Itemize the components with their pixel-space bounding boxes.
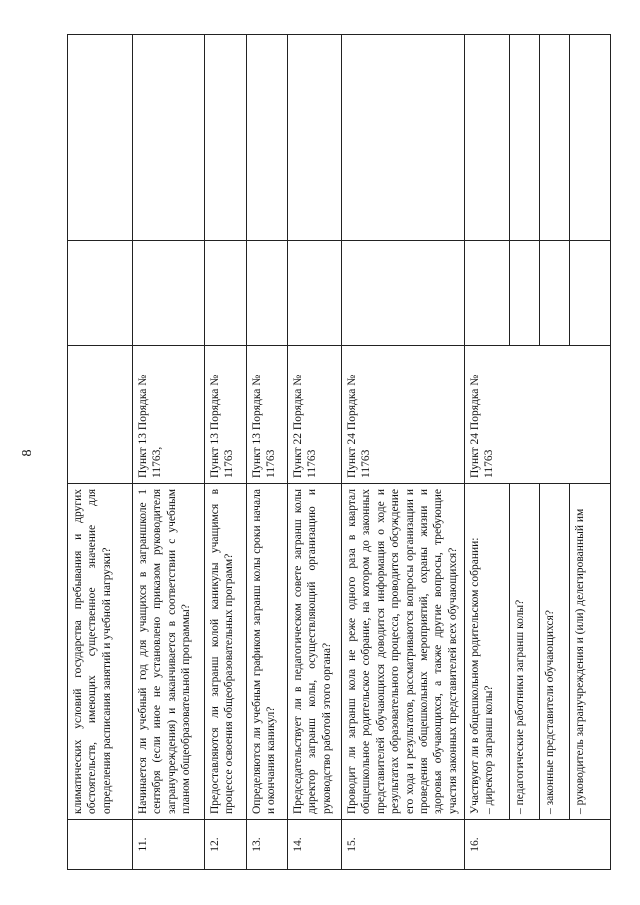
row-number: [68, 820, 133, 870]
empty-cell: [205, 35, 247, 241]
empty-cell: [342, 241, 465, 346]
empty-cell: [540, 241, 570, 346]
reference-text: Пункт 22 Порядка № 11763: [288, 346, 342, 484]
sub-question-text: – законные представители обучающихся?: [540, 484, 570, 820]
empty-cell: [465, 35, 510, 241]
empty-cell: [570, 35, 611, 241]
table-row: [205, 35, 247, 870]
question-text: Предоставляются ли загранш колой каникулы учащимся в процессе освоения общеобразовательных программ?: [205, 484, 247, 820]
reference-text: Пункт 13 Порядка № 11763: [205, 346, 247, 484]
row-number: 15.: [342, 820, 465, 870]
table-row: [465, 35, 510, 870]
question-text: Председательствует ли в педагогическом совете загранш колы директор загранш колы, осуществляющий организацию и руководство работой этого органа?: [288, 484, 342, 820]
row-number: 13.: [247, 820, 288, 870]
empty-cell: [205, 241, 247, 346]
table-row: [342, 35, 465, 870]
empty-cell: [133, 35, 205, 241]
row-number: 12.: [205, 820, 247, 870]
question-text: Начинается ли учебный год для учащихся в заграншколе 1 сентября (если иное не установлено приказом руководителя загранучреждения) и заканчивается в соответствии с учебным планом общеобразовательной программы?: [133, 484, 205, 820]
table-row: [247, 35, 288, 870]
empty-cell: [342, 35, 465, 241]
reference-text: Пункт 24 Порядка № 11763: [465, 346, 611, 484]
empty-cell: [68, 241, 133, 346]
question-text: Участвуют ли в общешкольном родительском собрании:: [469, 537, 481, 814]
empty-cell: [68, 35, 133, 241]
checklist-table: [67, 34, 611, 870]
reference-text: Пункт 24 Порядка № 11763: [342, 346, 465, 484]
sub-question-text: – директор загранш колы?: [483, 685, 496, 814]
reference-text: [68, 346, 133, 484]
empty-cell: [540, 35, 570, 241]
table-row: [288, 35, 342, 870]
table-row: [68, 35, 133, 870]
row-number: 16.: [465, 820, 611, 870]
row-number: 14.: [288, 820, 342, 870]
table-row: [133, 35, 205, 870]
empty-cell: [247, 241, 288, 346]
question-text: Определяются ли учебным графиком загранш колы сроки начала и окончания каникул?: [247, 484, 288, 820]
empty-cell: [510, 241, 540, 346]
row-number: 11.: [133, 820, 205, 870]
reference-text: Пункт 13 Порядка № 11763,: [133, 346, 205, 484]
sub-question-text: – руководитель загранучреждения и (или) делегированный им: [570, 484, 611, 820]
empty-cell: [288, 241, 342, 346]
empty-cell: [510, 35, 540, 241]
empty-cell: [465, 241, 510, 346]
sub-question-text: – педагогические работники загранш колы?: [510, 484, 540, 820]
empty-cell: [570, 241, 611, 346]
page-number: 8: [20, 449, 35, 457]
empty-cell: [247, 35, 288, 241]
empty-cell: [288, 35, 342, 241]
question-text: Проводит ли загранш кола не реже одного раза в квартал общешкольное родительское собрание, на котором до законных представителей обучающихся доводится информация о ходе и результатах образовательного процесса, проводится обсуждение его хода и результатов, рассматриваются вопросы организации и проведения общешкольных мероприятий, охраны жизни и здоровья обучающихся, а также другие вопросы, требующие участия законных представителей всех обучающихся?: [342, 484, 465, 820]
empty-cell: [133, 241, 205, 346]
reference-text: Пункт 13 Порядка № 11763: [247, 346, 288, 484]
question-text: [465, 484, 510, 820]
question-text: климатических условий государства пребывания и других обстоятельств, имеющих существенное значение для определения расписания занятий и учебной нагрузки?: [68, 484, 133, 820]
